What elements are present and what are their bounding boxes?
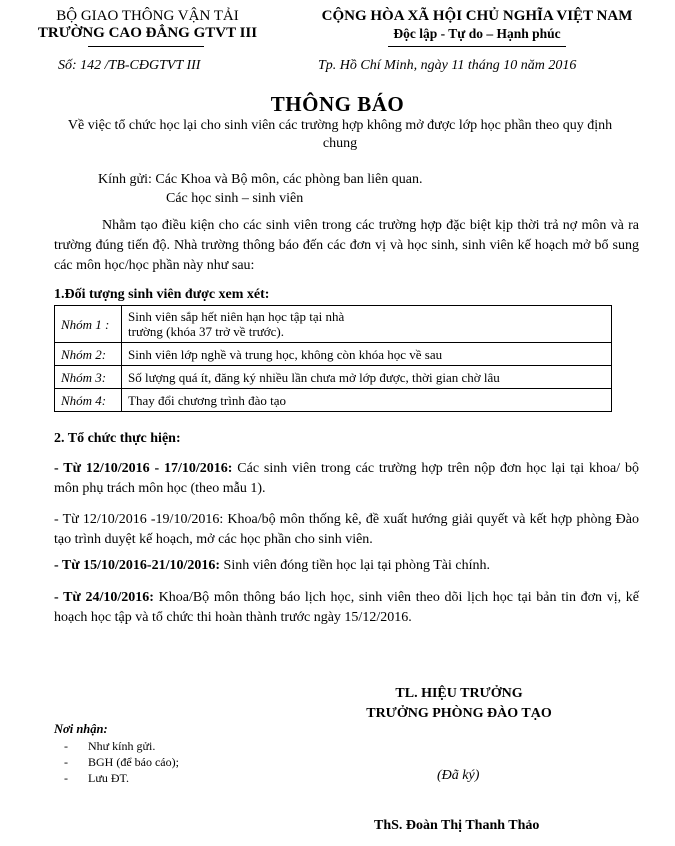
table-row <box>55 389 612 412</box>
issuer-underline <box>88 46 204 47</box>
schedule-item <box>54 510 639 550</box>
group-description: Số lượng quá ít, đăng ký nhiều lần chưa mở lớp được, thời gian chờ lâu <box>122 366 612 389</box>
schedule-text: - Từ 12/10/2016 -19/10/2016: Khoa/bộ môn thống kê, đề xuất hướng giải quyết và kết hợp phòng Đào tạo trình duyệt kế hoạch, mở các học phần cho sinh viên. <box>54 512 639 547</box>
list-item-text: BGH (để báo cáo); <box>88 755 179 769</box>
school-name: TRƯỜNG CAO ĐẲNG GTVT III <box>37 25 258 41</box>
signature-block <box>344 684 574 724</box>
signature-position: TRƯỞNG PHÒNG ĐÀO TẠO <box>366 706 552 721</box>
list-item: - BGH (để báo cáo); <box>64 755 179 769</box>
document-number: Số: 142 /TB-CĐGTVT III <box>58 58 201 73</box>
group-description: Sinh viên lớp nghề và trung học, không còn khóa học về sau <box>122 343 612 366</box>
intro-paragraph: Nhằm tạo điều kiện cho các sinh viên trong các trường hợp đặc biệt kịp thời trả nợ môn và ra trường đúng tiến độ. Nhà trường thông báo đến các đơn vị và học sinh, sinh viên kế hoạch mở bổ sung các môn học/học phần này như sau: <box>54 218 639 273</box>
document-title: THÔNG BÁO <box>270 92 405 116</box>
list-item-text: Như kính gửi. <box>88 739 156 753</box>
signed-note: (Đã ký) <box>437 768 480 783</box>
schedule-date: - Từ 24/10/2016: <box>54 590 154 605</box>
group-name: Nhóm 1 : <box>55 306 122 343</box>
schedule-date: - Từ 15/10/2016-21/10/2016: <box>54 558 221 573</box>
student-groups-table <box>54 305 612 412</box>
group-name: Nhóm 4: <box>55 389 122 412</box>
group-name: Nhóm 2: <box>55 343 122 366</box>
group-description-line: trường (khóa 37 trở về trước). <box>128 324 285 339</box>
recipients-label: Kính gửi: <box>98 172 152 187</box>
list-item: - Như kính gửi. <box>64 739 156 753</box>
recipients-footer-list <box>54 738 179 786</box>
table-row <box>55 343 612 366</box>
schedule-text: Khoa/Bộ môn thông báo lịch học, sinh viên theo dõi lịch học tại bản tin đơn vị, kế hoạch học tập và tổ chức thi hoàn thành trước ngày 15/12/2016. <box>54 590 640 625</box>
signer-name: ThS. Đoàn Thị Thanh Thảo <box>374 818 540 833</box>
recipients-line-1: Các Khoa và Bộ môn, các phòng ban liên quan. <box>155 172 423 187</box>
list-item: - Lưu ĐT. <box>64 771 129 785</box>
schedule-text: Các sinh viên trong các trường hợp trên nộp đơn học lại tại khoa/ bộ môn phụ trách môn học (theo mẫu 1). <box>54 461 639 496</box>
group-description: Thay đổi chương trình đào tạo <box>122 389 612 412</box>
place-date: Tp. Hồ Chí Minh, ngày 11 tháng 10 năm 2016 <box>318 58 577 73</box>
list-item-text: Lưu ĐT. <box>88 771 129 785</box>
recipients-block <box>98 170 422 208</box>
document-subtitle: Về việc tổ chức học lại cho sinh viên các trường hợp không mở được lớp học phần theo quy định chung <box>67 118 613 151</box>
group-description <box>122 306 612 343</box>
schedule-item <box>54 588 639 628</box>
recipients-line-2: Các học sinh – sinh viên <box>166 191 304 206</box>
section-1-heading: 1.Đối tượng sinh viên được xem xét: <box>54 287 270 302</box>
table-row <box>55 306 612 343</box>
schedule-item <box>54 556 639 576</box>
section-2-heading: 2. Tổ chức thực hiện: <box>54 431 181 446</box>
country-name: CỘNG HÒA XÃ HỘI CHỦ NGHĨA VIỆT NAM <box>321 8 633 24</box>
schedule-text: Sinh viên đóng tiền học lại tại phòng Tài chính. <box>220 558 491 573</box>
motto-underline <box>388 46 566 47</box>
national-motto: Độc lập - Tự do – Hạnh phúc <box>393 26 561 41</box>
schedule-date: - Từ 12/10/2016 - 17/10/2016: <box>54 461 233 476</box>
schedule-item <box>54 459 639 499</box>
group-description-line: Sinh viên sắp hết niên hạn học tập tại nhà <box>128 309 345 324</box>
ministry-name: BỘ GIAO THÔNG VẬN TẢI <box>56 8 239 24</box>
recipients-footer-label: Nơi nhận: <box>54 722 108 736</box>
signature-authority: TL. HIỆU TRƯỞNG <box>395 686 523 701</box>
table-row <box>55 366 612 389</box>
national-motto-block <box>292 8 662 42</box>
group-name: Nhóm 3: <box>55 366 122 389</box>
issuer-block <box>20 8 275 42</box>
